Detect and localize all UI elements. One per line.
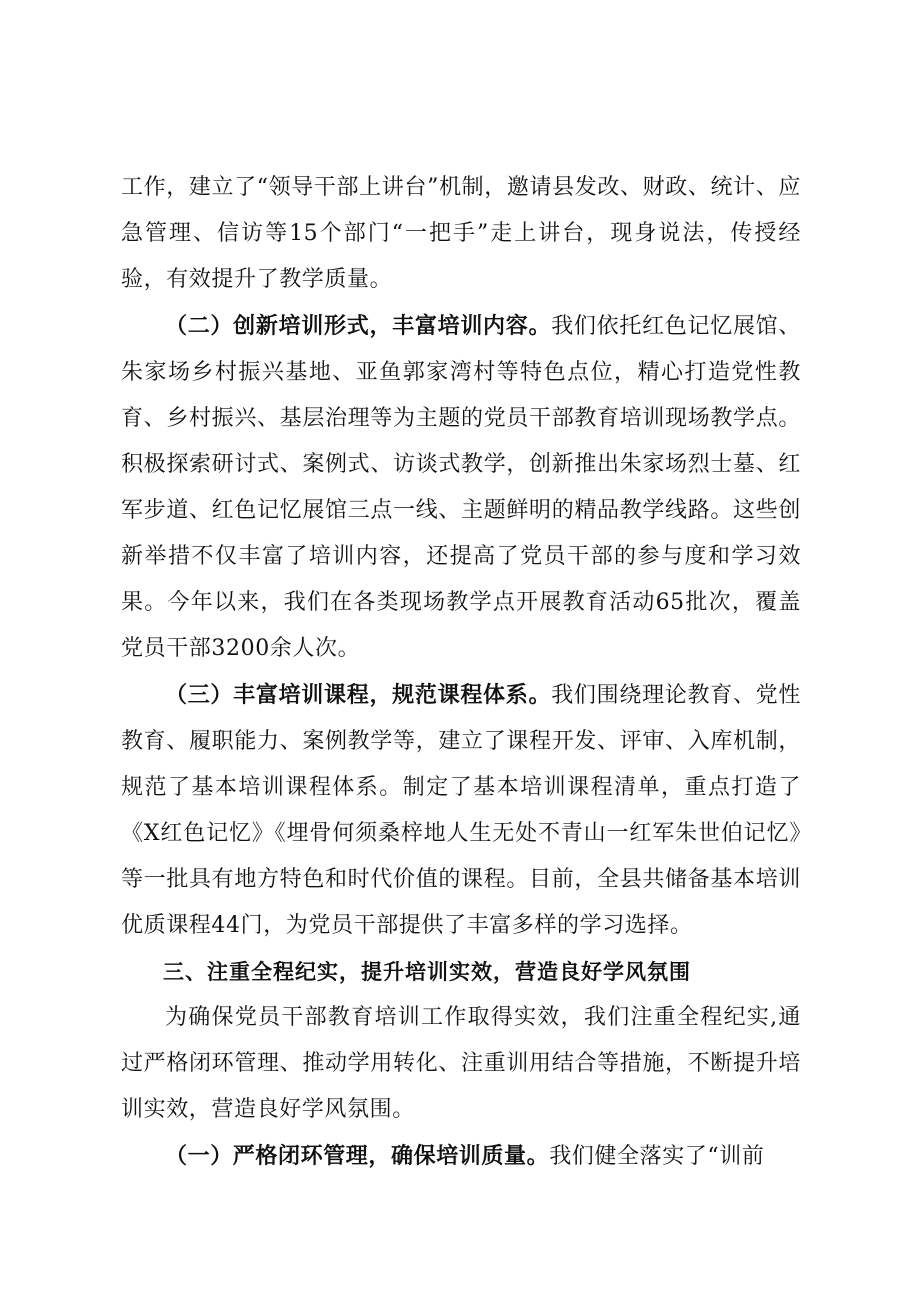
- paragraph-lead-heading: （一）严格闭环管理，确保培训质量。: [165, 1143, 550, 1169]
- paragraph-body-text: 我们健全落实了“训前: [549, 1144, 765, 1169]
- section-heading-three: 三、注重全程纪实，提升培训实效，营造良好学风氛围: [163, 960, 691, 984]
- paragraph-continuation: 工作，建立了“领导干部上讲台”机制，邀请县发改、财政、统计、应急管理、信访等15个部门“一把手”走上讲台，现身说法，传授经验，有效提升了教学质量。: [121, 175, 801, 292]
- document-body: [121, 165, 801, 1180]
- paragraph-body-text: 我们围绕理论教育、党性教育、履职能力、案例教学等，建立了课程开发、评审、入库机制，规范了基本培训课程体系。制定了基本培训课程清单，重点打造了《X红色记忆》《埋骨何须桑梓地人生无处不青山一红军朱世伯记忆》等一批具有地方特色和时代价值的课程。目前，全县共储备基本培训优质课程44门，为党员干部提供了丰富多样的学习选择。: [121, 683, 802, 938]
- paragraph-enrich-courses: [121, 672, 801, 949]
- paragraph-lead-heading: （三）丰富培训课程，规范课程体系。: [165, 682, 552, 708]
- paragraph-closed-loop-management: [121, 1133, 801, 1180]
- paragraph-body-text: 我们依托红色记忆展馆、朱家场乡村振兴基地、亚鱼郭家湾村等特色点位，精心打造党性教育、乡村振兴、基层治理等为主题的党员干部教育培训现场教学点。积极探索研讨式、案例式、访谈式教学，创新推出朱家场烈士墓、红军步道、红色记忆展馆三点一线、主题鲜明的精品教学线路。这些创新举措不仅丰富了培训内容，还提高了党员干部的参与度和学习效果。今年以来，我们在各类现场教学点开展教育活动65批次，覆盖党员干部3200余人次。: [121, 314, 802, 661]
- paragraph-innovate-training-form: [121, 303, 801, 672]
- paragraph-section-intro: 为确保党员干部教育培训工作取得实效，我们注重全程纪实,通过严格闭环管理、推动学用转化、注重训用结合等措施，不断提升培训实效，营造良好学风氛围。: [121, 1005, 801, 1122]
- paragraph-lead-heading: （二）创新培训形式，丰富培训内容。: [165, 313, 552, 339]
